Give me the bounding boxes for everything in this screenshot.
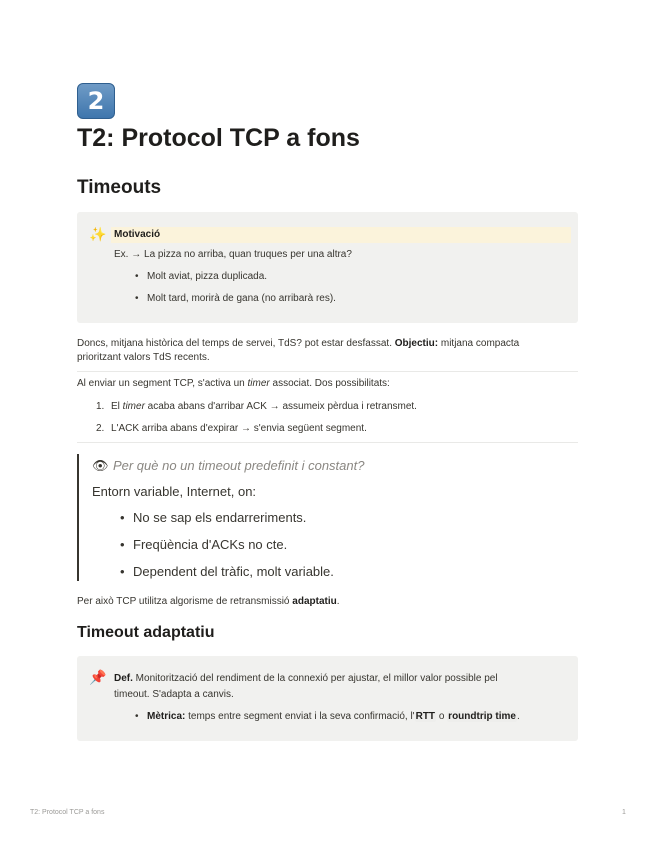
- paragraph: Al enviar un segment TCP, s'activa un timer associat. Dos possibilitats:: [77, 378, 390, 389]
- list-item: • Dependent del tràfic, molt variable.: [133, 564, 334, 579]
- quote-text: Entorn variable, Internet, on:: [92, 484, 257, 499]
- list-item: • Molt tard, morirà de gana (no arribarà res).: [147, 292, 336, 306]
- divider: [77, 442, 578, 443]
- eye-icon: 👁: [92, 458, 109, 473]
- pushpin-icon: 📌: [89, 669, 107, 685]
- paragraph: Per això TCP utilitza algorisme de retransmissió adaptatiu.: [77, 596, 340, 607]
- number-2-icon: 2: [77, 83, 115, 119]
- paragraph: Doncs, mitjana històrica del temps de servei, TdS? pot estar desfassat. Objectiu: mitjana compacta: [77, 338, 520, 349]
- definition-callout: [77, 656, 578, 741]
- list-item: • No se sap els endarreriments.: [133, 510, 306, 525]
- section-heading-timeouts: Timeouts: [77, 177, 162, 198]
- list-item: • Freqüència d'ACKs no cte.: [133, 537, 287, 552]
- callout-text: Ex. → La pizza no arriba, quan truques per una altra?: [114, 249, 352, 260]
- paragraph: prioritzant valors TdS recents.: [77, 352, 210, 363]
- divider: [77, 371, 578, 372]
- motivation-callout: [77, 212, 578, 323]
- list-item: • Mètrica: temps entre segment enviat i la seva confirmació, l'RTT o roundtrip time.: [147, 710, 520, 724]
- definition-text: timeout. S'adapta a canvis.: [114, 689, 234, 700]
- footer-title: T2: Protocol TCP a fons: [30, 809, 105, 816]
- callout-title: Motivació: [111, 227, 571, 243]
- page-title: T2: Protocol TCP a fons: [77, 124, 360, 152]
- page-number: 1: [622, 809, 626, 816]
- list-item: 2. L'ACK arriba abans d'expirar → s'envia següent segment.: [96, 423, 367, 434]
- definition-text: Def. Monitorització del rendiment de la connexió per ajustar, el millor valor possible pel: [114, 673, 498, 684]
- list-item: • Molt aviat, pizza duplicada.: [147, 270, 267, 284]
- list-item: 1. El timer acaba abans d'arribar ACK → assumeix pèrdua i retransmet.: [96, 401, 417, 412]
- sparkles-icon: ✨: [89, 226, 107, 242]
- section-heading-adaptive: Timeout adaptatiu: [77, 624, 215, 641]
- quote-bar: [77, 454, 79, 581]
- quote-heading: 👁 Per què no un timeout predefinit i constant?: [92, 458, 365, 473]
